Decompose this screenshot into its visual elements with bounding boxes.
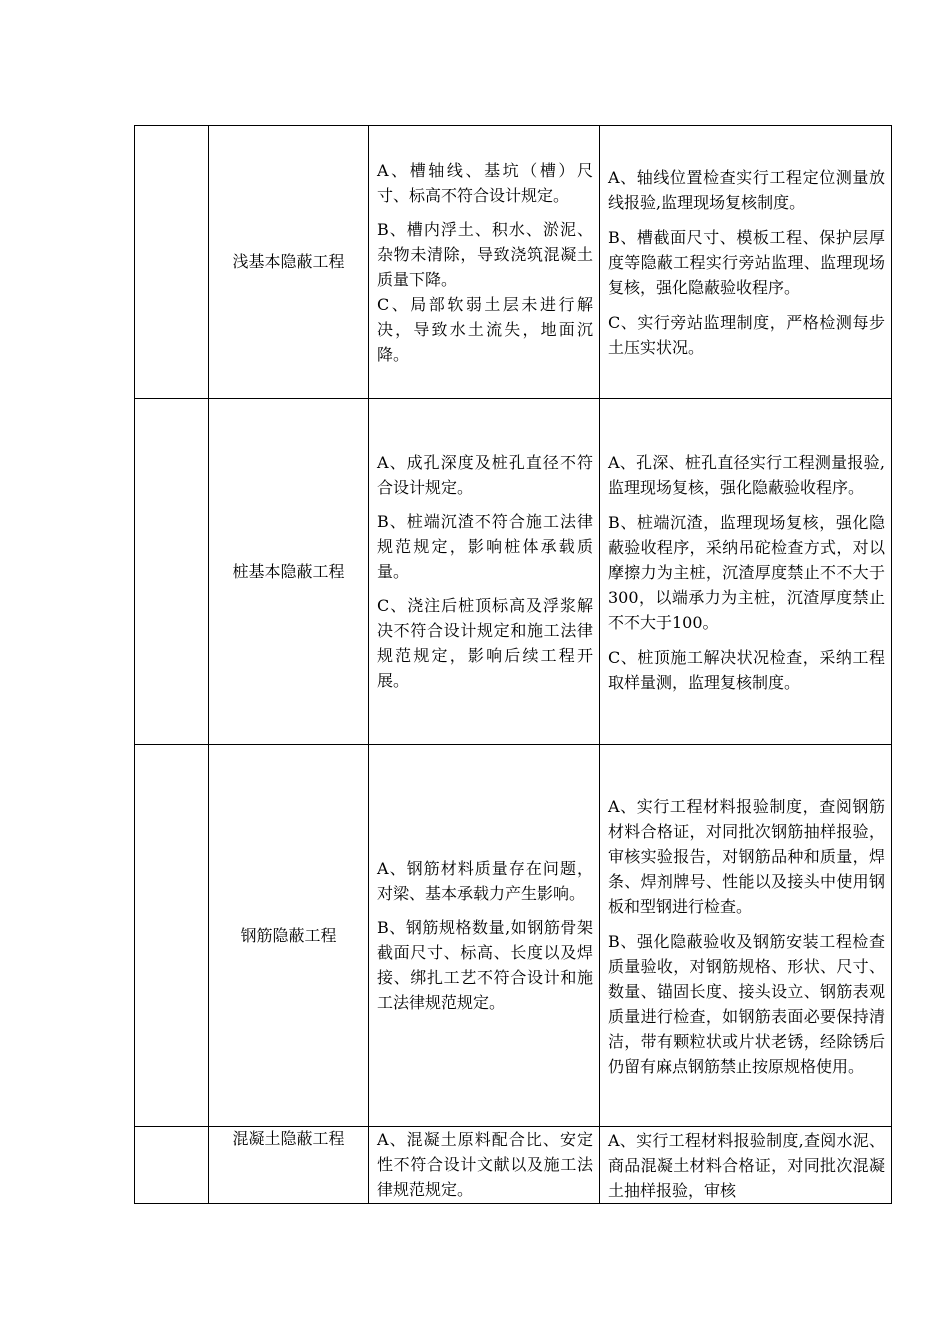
issue-text: A、成孔深度及桩孔直径不符合设计规定。 — [377, 453, 593, 497]
issue-text: C、浇注后桩顶标高及浮浆解决不符合设计规定和施工法律规范规定，影响后续工程开展。 — [377, 596, 593, 690]
measure-text: C、实行旁站监理制度，严格检测每步土压实状况。 — [608, 313, 885, 357]
issues-cell — [369, 745, 600, 1127]
index-cell — [135, 399, 209, 745]
issues-cell — [369, 399, 600, 745]
table-row — [135, 399, 892, 745]
measures-cell — [600, 745, 892, 1127]
measure-text: B、槽截面尺寸、模板工程、保护层厚度等隐蔽工程实行旁站监理、监理现场复核，强化隐蔽验收程序。 — [608, 228, 885, 297]
issue-text: B、槽内浮土、积水、淤泥、杂物未清除，导致浇筑混凝土质量下降。 — [377, 219, 593, 289]
issue-text: A、混凝土原料配合比、安定性不符合设计文献以及施工法律规范规定。 — [377, 1130, 593, 1199]
measure-text: A、实行工程材料报验制度，查阅钢筋材料合格证，对同批次钢筋抽样报验，审核实验报告，对钢筋品种和质量，焊条、焊剂牌号、性能以及接头中使用钢板和型钢进行检查。 — [608, 796, 885, 916]
project-name-cell: 混凝土隐蔽工程 — [209, 1127, 369, 1204]
index-cell — [135, 1127, 209, 1204]
measures-cell — [600, 1127, 892, 1204]
table-row — [135, 1127, 892, 1204]
measure-text: C、桩顶施工解决状况检查，采纳工程取样量测，监理复核制度。 — [608, 647, 885, 692]
table-row — [135, 745, 892, 1127]
project-name-cell: 钢筋隐蔽工程 — [209, 745, 369, 1127]
index-cell — [135, 745, 209, 1127]
inspection-table — [134, 125, 892, 1204]
issue-text: A、钢筋材料质量存在问题，对梁、基本承载力产生影响。 — [377, 859, 593, 903]
measure-text: B、桩端沉渣，监理现场复核，强化隐蔽验收程序，采纳吊砣检查方式，对以摩擦力为主桩，沉渣厚度禁止不不大于300，以端承力为主桩，沉渣厚度禁止不不大于100。 — [608, 512, 885, 632]
issue-text: B、桩端沉渣不符合施工法律规范规定，影响桩体承载质量。 — [377, 512, 593, 581]
measures-cell — [600, 399, 892, 745]
issue-text: C、局部软弱土层未进行解决，导致水土流失，地面沉降。 — [377, 294, 593, 364]
project-name-cell: 浅基本隐蔽工程 — [209, 126, 369, 399]
issue-text: B、钢筋规格数量,如钢筋骨架截面尺寸、标高、长度以及焊接、绑扎工艺不符合设计和施工法律规范规定。 — [377, 918, 593, 1012]
issues-cell — [369, 126, 600, 399]
index-cell — [135, 126, 209, 399]
measure-text: B、强化隐蔽验收及钢筋安装工程检查质量验收，对钢筋规格、形状、尺寸、数量、锚固长度、接头设立、钢筋表观质量进行检查，如钢筋表面必要保持清洁，带有颗粒状或片状老锈，经除锈后仍留有麻点钢筋禁止按原规格使用。 — [608, 931, 885, 1076]
measure-text: A、实行工程材料报验制度,查阅水泥、商品混凝土材料合格证，对同批次混凝土抽样报验，审核 — [608, 1131, 885, 1200]
issues-cell — [369, 1127, 600, 1204]
measure-text: A、孔深、桩孔直径实行工程测量报验,监理现场复核，强化隐蔽验收程序。 — [608, 452, 885, 497]
measure-text: A、轴线位置检查实行工程定位测量放线报验,监理现场复核制度。 — [608, 168, 885, 212]
issue-text: A、槽轴线、基坑（槽）尺寸、标高不符合设计规定。 — [377, 160, 593, 205]
measures-cell — [600, 126, 892, 399]
table-row — [135, 126, 892, 399]
project-name-cell: 桩基本隐蔽工程 — [209, 399, 369, 745]
